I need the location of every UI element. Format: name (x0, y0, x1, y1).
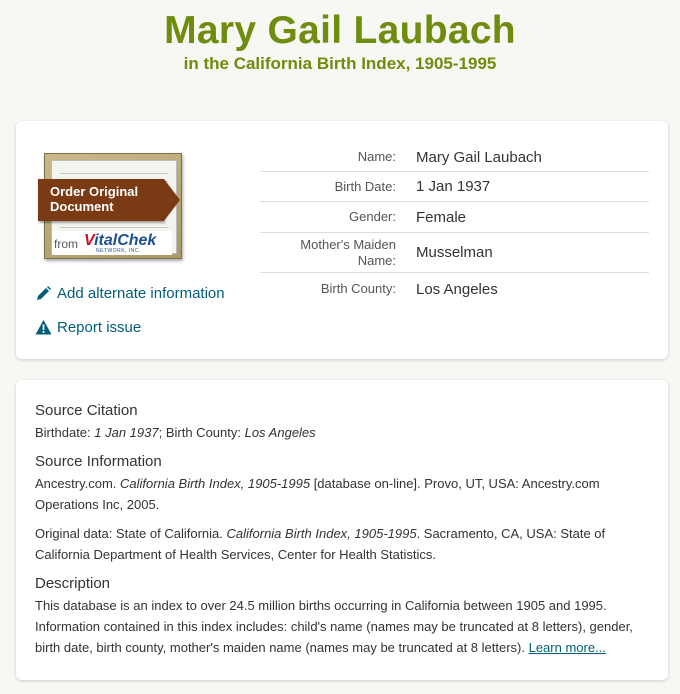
page-title: Mary Gail Laubach (164, 9, 516, 52)
page-subtitle: in the California Birth Index, 1905-1995 (183, 54, 497, 73)
order-document-banner: Order Original Document (38, 179, 164, 221)
vitalchek-logo: from VitalChek NETWORK, INC. (52, 231, 172, 255)
source-information-section (35, 453, 649, 565)
learn-more-link[interactable]: Learn more... (528, 640, 606, 655)
add-alternate-info-link[interactable]: Add alternate information (35, 285, 225, 302)
fact-row-birth-date: Birth Date: 1 Jan 1937 (260, 172, 649, 202)
warning-icon (35, 319, 52, 336)
record-card (16, 121, 668, 359)
source-citation-text: Birthdate: 1 Jan 1937; Birth County: Los Angeles (35, 425, 316, 440)
description-title: Description (35, 575, 111, 592)
report-issue-link[interactable]: Report issue (35, 319, 141, 336)
source-citation-title: Source Citation (35, 402, 138, 419)
order-original-document-button[interactable] (44, 153, 184, 261)
source-citation-section (35, 402, 649, 443)
source-information-title: Source Information (35, 453, 162, 470)
source-information-text-1: Ancestry.com. California Birth Index, 1905-1995 [database on-line]. Provo, UT, USA: Ancestry.com Operations Inc, 2005. (35, 476, 600, 512)
fact-row-name: Name: Mary Gail Laubach (260, 143, 649, 172)
source-card (16, 380, 668, 680)
fact-row-birth-county: Birth County: Los Angeles (320, 280, 498, 298)
fact-row-gender: Gender: Female (260, 202, 649, 233)
record-facts-table (260, 143, 649, 305)
page-header (0, 0, 680, 106)
pencil-icon (35, 285, 52, 302)
fact-row-mothers-maiden-name: Mother's Maiden Name: Musselman (260, 233, 649, 273)
description-section (35, 575, 649, 658)
source-information-text-2: Original data: State of California. California Birth Index, 1905-1995. Sacramento, CA, USA: State of California Department of Health Services, Center for Health Statistics. (35, 526, 606, 562)
description-text: This database is an index to over 24.5 million births occurring in California between 1905 and 1995. Information contained in this index includes: child's name (names may be truncated at 8 letters), gender, birth date, birth county, mother's maiden name (names may be truncated at 8 letters). Learn more... (35, 598, 633, 655)
